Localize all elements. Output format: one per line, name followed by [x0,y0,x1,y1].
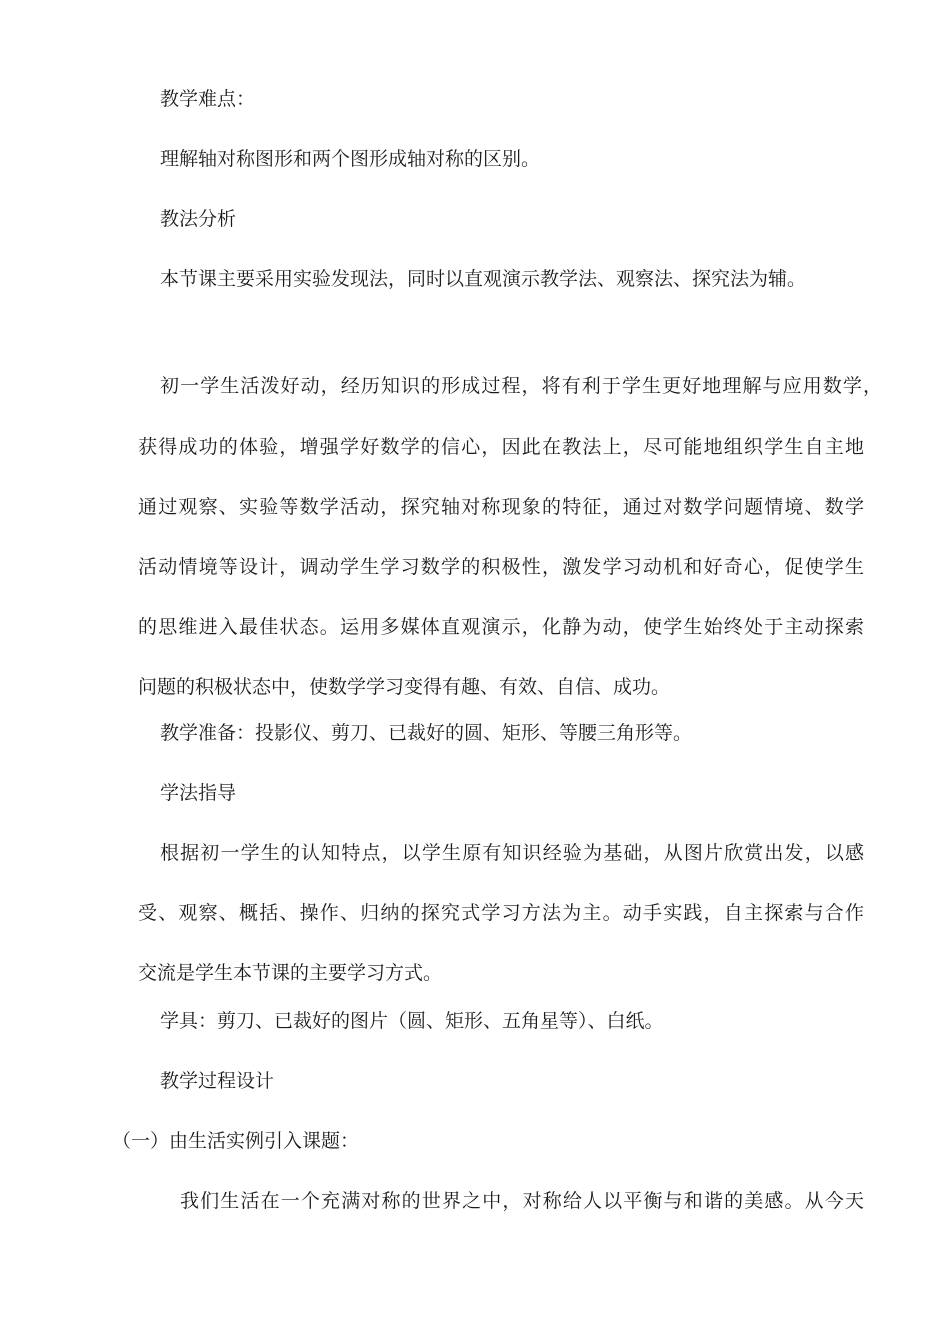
method-paragraph-line: 通过观察、实验等数学活动，探究轴对称现象的特征，通过对数学问题情境、数学 [138,496,864,518]
method-text: 本节课主要采用实验发现法，同时以直观演示教学法、观察法、探究法为辅。 [160,268,807,290]
difficulty-heading: 教学难点： [160,88,256,110]
guidance-paragraph-line: 根据初一学生的认知特点，以学生原有知识经验为基础，从图片欣赏出发，以感 [160,842,864,864]
preparation-text: 教学准备：投影仪、剪刀、已裁好的圆、矩形、等腰三角形等。 [160,722,693,744]
difficulty-text: 理解轴对称图形和两个图形成轴对称的区别。 [160,148,541,170]
guidance-paragraph-line: 交流是学生本节课的主要学习方式。 [138,962,443,984]
method-paragraph-line: 活动情境等设计，调动学生学习数学的积极性，激发学习动机和好奇心，促使学生 [138,556,864,578]
method-paragraph-line: 问题的积极状态中，使数学学习变得有趣、有效、自信、成功。 [138,676,671,698]
method-paragraph-line: 获得成功的体验，增强学好数学的信心，因此在教法上，尽可能地组织学生自主地 [138,436,864,458]
section-one-heading: （一）由生活实例引入课题： [112,1130,360,1152]
tools-text: 学具：剪刀、已裁好的图片（圆、矩形、五角星等）、白纸。 [160,1010,664,1032]
process-heading: 教学过程设计 [160,1070,275,1092]
method-paragraph-line: 的思维进入最佳状态。运用多媒体直观演示，化静为动，使学生始终处于主动探索 [138,616,864,638]
intro-text: 我们生活在一个充满对称的世界之中，对称给人以平衡与和谐的美感。从今天 [180,1190,864,1212]
method-paragraph-line: 初一学生活泼好动，经历知识的形成过程，将有利于学生更好地理解与应用数学， [160,375,882,397]
guidance-paragraph-line: 受、观察、概括、操作、归纳的探究式学习方法为主。动手实践，自主探索与合作 [138,902,864,924]
guidance-heading: 学法指导 [160,782,237,804]
method-heading: 教法分析 [160,208,237,230]
